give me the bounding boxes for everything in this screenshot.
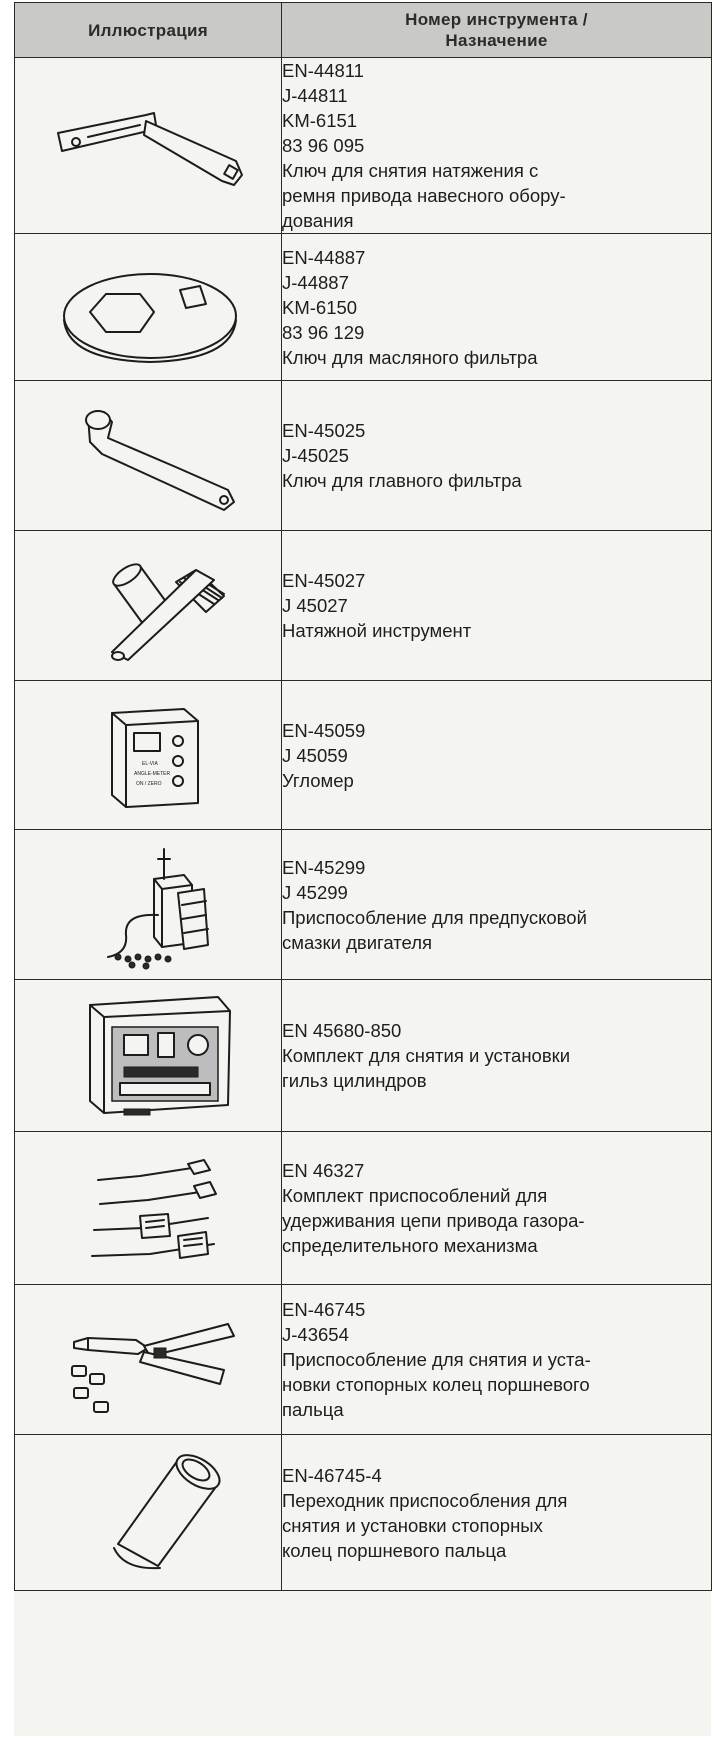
tool-info (282, 58, 712, 234)
tool-number: KM-6151 (282, 110, 358, 131)
tool-description: снятия и установки стопорных (282, 1514, 543, 1536)
tool-description: Комплект для снятия и установки (282, 1045, 571, 1066)
tool-number: J-45025 (282, 445, 349, 466)
tool-description: новки стопорных колец поршневого (282, 1374, 590, 1395)
timing-chain-holder-set-icon (15, 1132, 282, 1285)
tool-info (282, 531, 712, 681)
header-illustration: Иллюстрация (15, 3, 282, 58)
tool-number: EN-44887 (282, 246, 366, 268)
table-row (15, 980, 712, 1132)
table-row (15, 58, 712, 234)
tool-info (282, 681, 712, 830)
oil-filter-wrench-icon (15, 234, 282, 381)
tool-number: KM-6150 (282, 296, 358, 318)
tool-number: EN 45680-850 (282, 1020, 402, 1041)
tool-description: смазки двигателя (282, 931, 433, 953)
tool-info (282, 1132, 712, 1285)
tool-description: ремня привода навесного обору- (282, 185, 566, 206)
angle-meter-label-1: EL-VIA (142, 761, 158, 767)
tool-description: колец поршневого пальца (282, 1539, 507, 1561)
header-tool-number-line1: Номер инструмента / (405, 10, 588, 29)
tool-number: J-44811 (282, 85, 348, 106)
header-tool-number-line2: Назначение (445, 31, 548, 50)
header-tool-number (282, 3, 712, 58)
tool-number: EN-45299 (282, 856, 366, 878)
tool-number: J 45027 (282, 595, 348, 616)
tool-number: J 45059 (282, 744, 348, 766)
cylinder-liner-tool-case-icon (15, 980, 282, 1132)
tool-info (282, 830, 712, 980)
table-row (15, 234, 712, 381)
tool-description: Натяжной инструмент (282, 620, 472, 641)
piston-pin-ring-pliers-icon (15, 1285, 282, 1435)
angle-meter-icon (15, 681, 282, 830)
table-row (15, 1132, 712, 1285)
tool-number: J 45299 (282, 881, 348, 903)
tool-description: Ключ для главного фильтра (282, 470, 522, 491)
tool-number: 83 96 095 (282, 135, 365, 156)
tool-info (282, 381, 712, 531)
tool-number: J-43654 (282, 1324, 349, 1345)
table-row (15, 1435, 712, 1591)
tool-info (282, 1285, 712, 1435)
tool-description: Угломер (282, 769, 354, 791)
tool-number: EN 46327 (282, 1160, 365, 1181)
tool-number: J-44887 (282, 271, 349, 293)
main-filter-wrench-icon (15, 381, 282, 531)
table-row (15, 830, 712, 980)
tensioning-tool-icon (15, 531, 282, 681)
tool-info (282, 1435, 712, 1591)
table-row (15, 531, 712, 681)
tool-info (282, 234, 712, 381)
tools-table (14, 2, 712, 1591)
tool-description: спределительного механизма (282, 1235, 538, 1256)
angle-meter-label-2: ANGLE-METER (134, 771, 171, 777)
accessory-belt-tensioner-wrench-icon (15, 58, 282, 234)
tool-number: 83 96 129 (282, 321, 365, 343)
document-page (14, 2, 711, 1736)
tool-description: Ключ для снятия натяжения с (282, 160, 539, 181)
table-row (15, 1285, 712, 1435)
tool-number: EN-44811 (282, 60, 364, 81)
engine-pre-lubrication-tool-icon (15, 830, 282, 980)
table-header-row (15, 3, 712, 58)
adapter-sleeve-icon (15, 1435, 282, 1591)
tool-description: гильз цилиндров (282, 1070, 427, 1091)
tool-number: EN-46745 (282, 1299, 366, 1320)
tool-info (282, 980, 712, 1132)
tool-number: EN-45025 (282, 420, 366, 441)
tool-description: Приспособление для снятия и уста- (282, 1349, 591, 1370)
tool-description: Комплект приспособлений для (282, 1185, 548, 1206)
tool-number: EN-45059 (282, 719, 366, 741)
tool-number: EN-45027 (282, 570, 366, 591)
tool-description: дования (282, 210, 354, 231)
tool-description: пальца (282, 1399, 344, 1420)
tool-description: удерживания цепи привода газора- (282, 1210, 585, 1231)
tool-description: Переходник приспособления для (282, 1489, 568, 1511)
tool-description: Приспособление для предпусковой (282, 906, 587, 928)
table-row (15, 381, 712, 531)
table-row (15, 681, 712, 830)
tool-number: EN-46745-4 (282, 1464, 382, 1486)
angle-meter-label-3: ON / ZERO (136, 781, 162, 787)
tool-description: Ключ для масляного фильтра (282, 346, 538, 368)
